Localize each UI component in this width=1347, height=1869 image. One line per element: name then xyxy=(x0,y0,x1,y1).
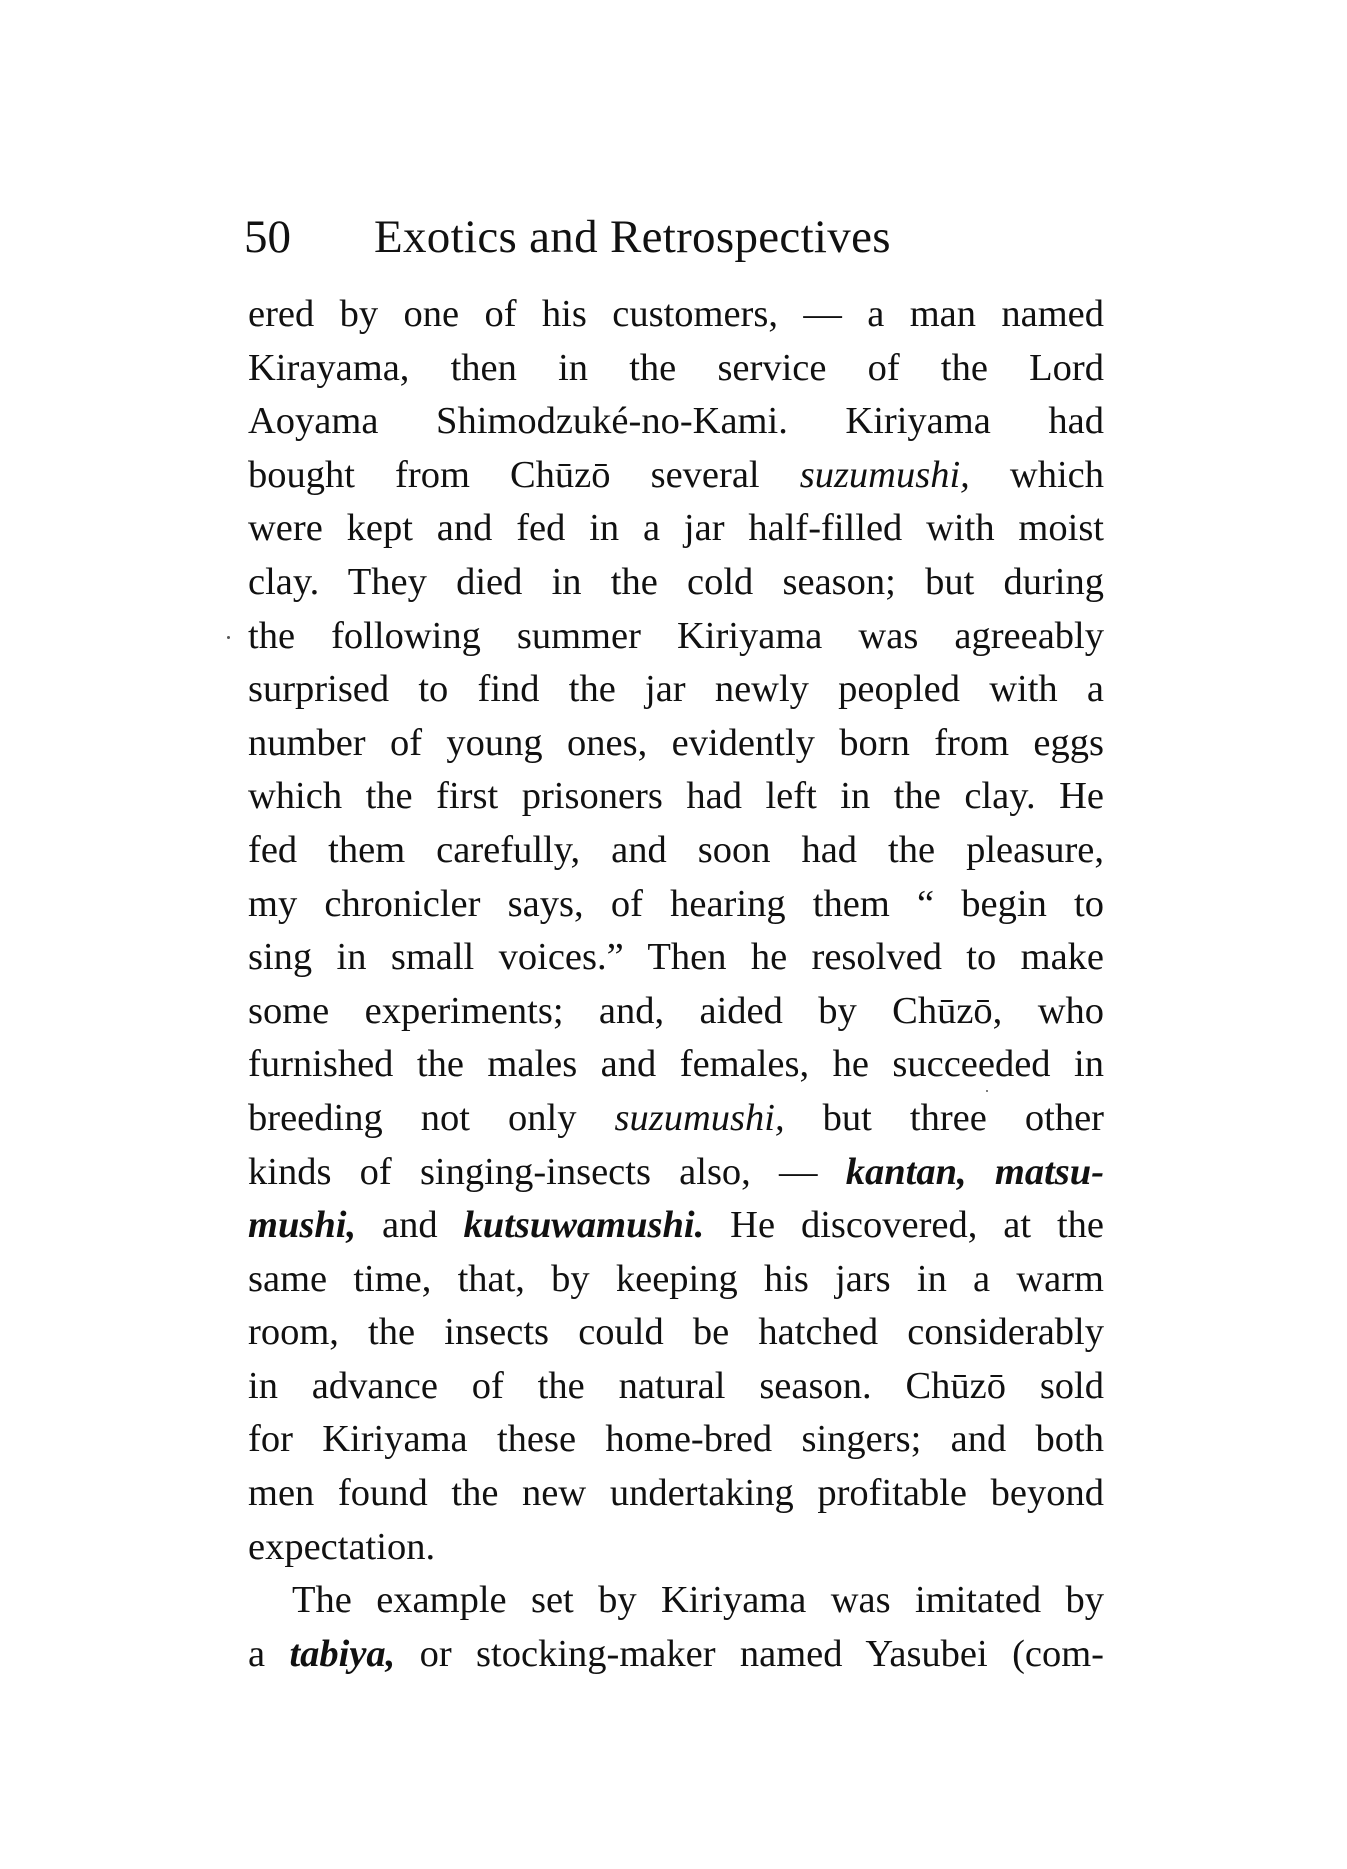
text-run: but three other xyxy=(784,1096,1105,1139)
text-run: number of young ones, evidently born from eggs xyxy=(248,721,1104,764)
page-number: 50 xyxy=(244,211,291,263)
emphasized-term: tabiya, xyxy=(289,1632,396,1675)
text-line xyxy=(248,1628,1104,1682)
text-line xyxy=(248,663,1104,717)
text-run: were kept and fed in a jar half-filled with moist xyxy=(248,507,1104,550)
paragraph xyxy=(248,1574,1104,1681)
text-line xyxy=(248,1467,1104,1521)
emphasized-term: suzumushi, xyxy=(799,453,970,496)
scan-speck xyxy=(986,1090,988,1092)
text-line xyxy=(248,449,1104,503)
text-run: clay. They died in the cold season; but during xyxy=(248,560,1104,603)
text-run: some experiments; and, aided by Chūzō, who xyxy=(248,989,1104,1032)
emphasized-term: matsu- xyxy=(994,1150,1105,1193)
text-line xyxy=(248,824,1104,878)
emphasized-term: kantan, xyxy=(845,1150,967,1193)
text-run: same time, that, by keeping his jars in a warm xyxy=(248,1257,1104,1300)
text-run: ered by one of his customers, — a man named xyxy=(248,293,1104,335)
text-run: or stocking-maker named Yasubei (com- xyxy=(395,1632,1104,1675)
text-run xyxy=(967,1151,995,1193)
text-run: a xyxy=(248,1632,290,1675)
text-line xyxy=(248,610,1104,664)
text-line xyxy=(248,1038,1104,1092)
text-line xyxy=(248,342,1104,396)
text-run: expectation. xyxy=(248,1525,436,1568)
text-line xyxy=(248,931,1104,985)
text-run: Aoyama Shimodzuké-no-Kami. Kiriyama had xyxy=(248,400,1104,443)
text-run: my chronicler says, of hearing them “ begin to xyxy=(248,882,1104,925)
text-run: sing in small voices.” Then he resolved to make xyxy=(248,936,1104,979)
text-line xyxy=(248,1413,1104,1467)
text-line xyxy=(248,1199,1104,1253)
text-run: the following summer Kiriyama was agreeably xyxy=(248,614,1104,657)
text-run: surprised to find the jar newly peopled with a xyxy=(248,668,1104,711)
text-line xyxy=(248,502,1104,556)
text-run: He discovered, at the xyxy=(704,1204,1104,1247)
text-run: fed them carefully, and soon had the pleasure, xyxy=(248,828,1104,871)
emphasized-term: suzumushi, xyxy=(614,1096,785,1139)
emphasized-term: kutsuwamushi. xyxy=(463,1204,705,1247)
text-line xyxy=(248,717,1104,771)
text-run: which the first prisoners had left in the clay. He xyxy=(248,775,1104,818)
text-run: in advance of the natural season. Chūzō sold xyxy=(248,1364,1104,1407)
scan-speck xyxy=(227,636,230,639)
text-run: which xyxy=(969,453,1104,496)
text-line xyxy=(248,1360,1104,1414)
text-run: bought from Chūzō several xyxy=(248,453,800,496)
text-run: kinds of singing-insects also, — xyxy=(248,1150,846,1193)
running-title: Exotics and Retrospectives xyxy=(374,211,891,263)
text-line xyxy=(248,1521,1104,1575)
text-run: furnished the males and females, he succeeded in xyxy=(248,1043,1104,1086)
text-line xyxy=(248,1253,1104,1307)
text-run: men found the new undertaking profitable beyond xyxy=(248,1472,1104,1515)
text-line xyxy=(248,985,1104,1039)
text-line xyxy=(248,1574,1104,1628)
text-line xyxy=(248,770,1104,824)
text-line xyxy=(248,395,1104,449)
text-run: The example set by Kiriyama was imitated by xyxy=(292,1579,1104,1622)
emphasized-term: mushi, xyxy=(248,1204,357,1247)
text-line xyxy=(248,556,1104,610)
text-run: and xyxy=(356,1204,464,1247)
page-header xyxy=(244,202,1104,272)
text-line xyxy=(248,1092,1104,1146)
text-run: room, the insects could be hatched considerably xyxy=(248,1311,1104,1354)
text-line xyxy=(248,1306,1104,1360)
paragraph xyxy=(248,288,1104,1574)
text-line xyxy=(248,1146,1104,1200)
body-text xyxy=(248,288,1104,1681)
text-run: breeding not only xyxy=(248,1096,615,1139)
text-run: Kirayama, then in the service of the Lord xyxy=(248,346,1104,389)
text-line xyxy=(248,878,1104,932)
text-run: for Kiriyama these home-bred singers; and both xyxy=(248,1418,1104,1461)
text-line xyxy=(248,288,1104,342)
